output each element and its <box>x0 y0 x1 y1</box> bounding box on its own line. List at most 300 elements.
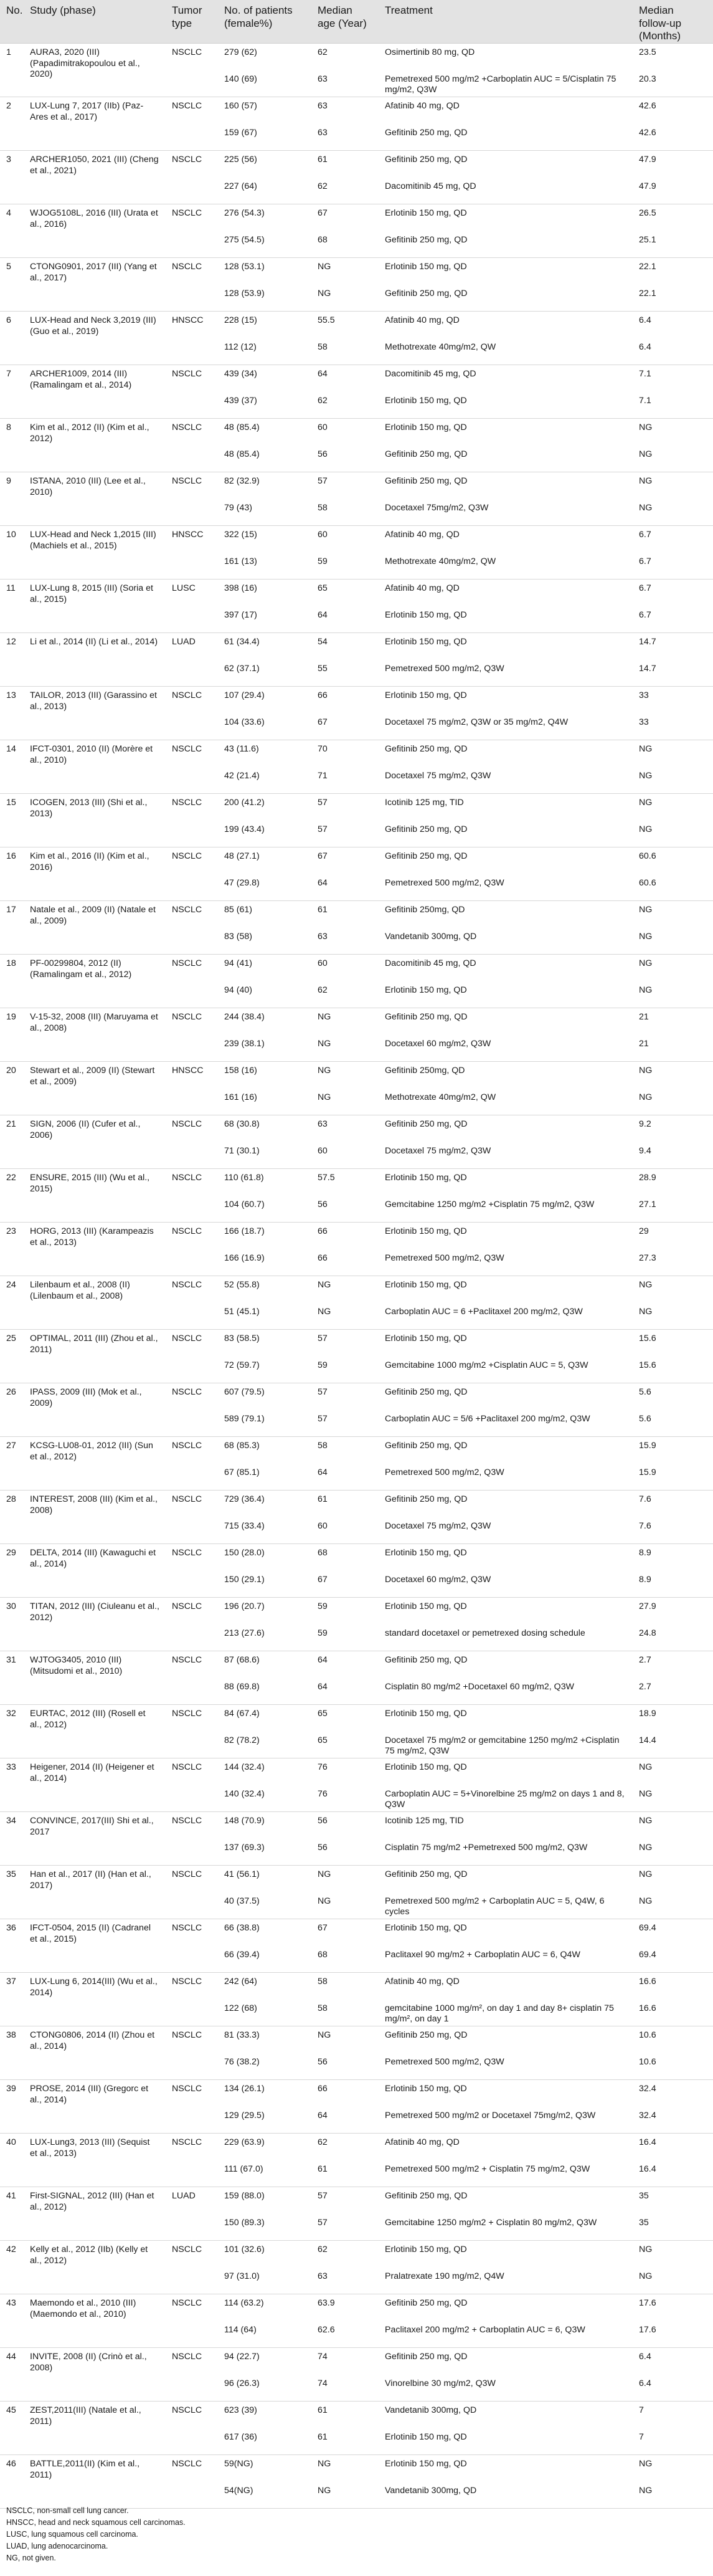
table-row <box>0 1812 713 1839</box>
header-treatment: Treatment <box>379 0 633 44</box>
table-row <box>0 1115 713 1142</box>
study-cell: AURA3, 2020 (III) (Papadimitrakopoulou et al., 2020) <box>24 44 166 97</box>
patients-cell: 140 (69) <box>218 70 311 97</box>
median-age-cell: NG <box>311 1892 379 1919</box>
tumor-type-cell: NSCLC <box>166 1812 218 1866</box>
table-row <box>0 2241 713 2268</box>
table-row <box>0 1223 713 1249</box>
tumor-type-cell: NSCLC <box>166 2026 218 2080</box>
footnote: NSCLC, non-small cell lung cancer. <box>6 2506 129 2515</box>
follow-up-cell: 47.9 <box>633 178 713 204</box>
follow-up-cell: 35 <box>633 2214 713 2241</box>
patients-cell: 244 (38.4) <box>224 1012 265 1023</box>
study-cell: OPTIMAL, 2011 (III) (Zhou et al., 2011) <box>24 1330 166 1383</box>
treatment-cell: Gefitinib 250 mg, QD <box>385 2352 468 2362</box>
patients-cell: 397 (17) <box>218 606 311 633</box>
patients-cell: 83 (58) <box>218 928 311 955</box>
treatment-cell: Paclitaxel 90 mg/m2 + Carboplatin AUC = 6, Q4W <box>379 1946 633 1973</box>
table-row <box>0 2187 713 2214</box>
patients-cell: 140 (32.4) <box>218 1785 311 1812</box>
table-row <box>0 1330 713 1357</box>
treatment-cell: Afatinib 40 mg, QD <box>385 2137 460 2148</box>
follow-up-cell: 16.4 <box>639 2137 656 2148</box>
patients-cell: 104 (60.7) <box>218 1196 311 1223</box>
patients-cell: 112 (12) <box>218 338 311 365</box>
treatment-cell: Gefitinib 250 mg, QD <box>385 1441 468 1451</box>
median-age-cell: 60 <box>318 530 328 540</box>
table-row <box>0 955 713 981</box>
patients-cell: 715 (33.4) <box>218 1517 311 1544</box>
row-number: 14 <box>0 740 24 794</box>
treatment-cell: Gemcitabine 1250 mg/m2 + Cisplatin 80 mg/m2, Q3W <box>379 2214 633 2241</box>
patients-cell: 589 (79.1) <box>218 1410 311 1437</box>
patients-cell: 161 (13) <box>218 553 311 580</box>
treatment-cell: Erlotinib 150 mg, QD <box>385 1280 467 1290</box>
tumor-type-cell: NSCLC <box>166 1115 218 1169</box>
patients-cell: 128 (53.1) <box>224 262 265 272</box>
median-age-cell: 65 <box>311 1732 379 1758</box>
median-age-cell: 63 <box>318 1119 328 1130</box>
patients-cell: 68 (85.3) <box>224 1441 260 1451</box>
study-cell: Kelly et al., 2012 (IIb) (Kelly et al., 2012) <box>24 2241 166 2294</box>
follow-up-cell: 6.7 <box>633 606 713 633</box>
table-row <box>0 204 713 231</box>
study-cell: LUX-Head and Neck 1,2015 (III) (Machiels et al., 2015) <box>24 526 166 580</box>
follow-up-cell: 60.6 <box>633 874 713 901</box>
study-cell: ICOGEN, 2013 (III) (Shi et al., 2013) <box>24 794 166 847</box>
study-cell: LUX-Lung3, 2013 (III) (Sequist et al., 2013) <box>24 2134 166 2187</box>
row-number: 8 <box>0 419 24 472</box>
tumor-type-cell: NSCLC <box>166 2134 218 2187</box>
median-age-cell: 58 <box>311 2000 379 2026</box>
patients-cell: 150 (29.1) <box>218 1571 311 1598</box>
median-age-cell: 61 <box>311 2428 379 2455</box>
treatment-cell: Docetaxel 75mg/m2, Q3W <box>379 499 633 526</box>
study-cell: Natale et al., 2009 (II) (Natale et al., 2009) <box>24 901 166 955</box>
median-age-cell: 64 <box>318 1655 328 1666</box>
median-age-cell: 62 <box>311 981 379 1008</box>
patients-cell: 114 (64) <box>218 2321 311 2348</box>
header-study: Study (phase) <box>24 0 166 44</box>
row-number: 15 <box>0 794 24 847</box>
median-age-cell: 66 <box>318 2084 328 2094</box>
follow-up-cell: NG <box>639 1869 653 1880</box>
patients-cell: 242 (64) <box>224 1977 257 1987</box>
follow-up-cell: NG <box>633 821 713 847</box>
median-age-cell: NG <box>311 1089 379 1115</box>
median-age-cell: NG <box>311 1303 379 1330</box>
follow-up-cell: 42.6 <box>639 101 656 112</box>
patients-cell: 94 (40) <box>218 981 311 1008</box>
patients-cell: 128 (53.9) <box>218 285 311 312</box>
treatment-cell: Methotrexate 40mg/m2, QW <box>379 338 633 365</box>
study-cell: LUX-Lung 8, 2015 (III) (Soria et al., 2015) <box>24 580 166 633</box>
table-row <box>0 1008 713 1035</box>
median-age-cell: 64 <box>311 874 379 901</box>
follow-up-cell: NG <box>633 1839 713 1866</box>
row-number: 18 <box>0 955 24 1008</box>
median-age-cell: 60 <box>318 958 328 969</box>
median-age-cell: 57.5 <box>318 1173 335 1183</box>
patients-cell: 159 (88.0) <box>224 2191 265 2202</box>
follow-up-cell: 27.1 <box>633 1196 713 1223</box>
treatment-cell: Docetaxel 60 mg/m2, Q3W <box>379 1035 633 1062</box>
follow-up-cell: 15.9 <box>639 1441 656 1451</box>
tumor-type-cell: NSCLC <box>166 258 218 312</box>
treatment-cell: Erlotinib 150 mg, QD <box>385 208 467 219</box>
table-row <box>0 2348 713 2375</box>
follow-up-cell: NG <box>639 1066 653 1076</box>
follow-up-cell: 6.7 <box>633 553 713 580</box>
follow-up-cell: 32.4 <box>633 2107 713 2134</box>
follow-up-cell: NG <box>639 422 653 433</box>
treatment-cell: Docetaxel 60 mg/m2, Q3W <box>379 1571 633 1598</box>
study-cell: ISTANA, 2010 (III) (Lee et al., 2010) <box>24 472 166 526</box>
median-age-cell: 57 <box>311 1410 379 1437</box>
study-cell: Lilenbaum et al., 2008 (II) (Lilenbaum et al., 2008) <box>24 1276 166 1330</box>
treatment-cell: Gefitinib 250 mg, QD <box>385 1869 468 1880</box>
patients-cell: 213 (27.6) <box>218 1624 311 1651</box>
median-age-cell: NG <box>318 2030 331 2041</box>
tumor-type-cell: LUAD <box>166 2187 218 2241</box>
patients-cell: 42 (21.4) <box>218 767 311 794</box>
row-number: 37 <box>0 1973 24 2026</box>
study-cell: Li et al., 2014 (II) (Li et al., 2014) <box>24 633 166 687</box>
follow-up-cell: 47.9 <box>639 155 656 165</box>
row-number: 30 <box>0 1598 24 1651</box>
treatment-cell: Vandetanib 300mg, QD <box>379 928 633 955</box>
footnote: LUAD, lung adenocarcinoma. <box>6 2542 108 2550</box>
follow-up-cell: 9.2 <box>639 1119 651 1130</box>
median-age-cell: 68 <box>311 1946 379 1973</box>
follow-up-cell: NG <box>633 446 713 472</box>
study-cell: ARCHER1050, 2021 (III) (Cheng et al., 2021) <box>24 151 166 204</box>
patients-cell: 48 (85.4) <box>224 422 260 433</box>
median-age-cell: 67 <box>311 1571 379 1598</box>
treatment-cell: Erlotinib 150 mg, QD <box>385 1333 467 1344</box>
study-cell: IFCT-0301, 2010 (II) (Morère et al., 2010) <box>24 740 166 794</box>
follow-up-cell: 5.6 <box>639 1387 651 1398</box>
row-number: 3 <box>0 151 24 204</box>
treatment-cell: Erlotinib 150 mg, QD <box>385 1923 467 1934</box>
patients-cell: 129 (29.5) <box>218 2107 311 2134</box>
median-age-cell: 59 <box>318 1601 328 1612</box>
median-age-cell: 59 <box>311 1357 379 1383</box>
tumor-type-cell: HNSCC <box>166 526 218 580</box>
treatment-cell: Erlotinib 150 mg, QD <box>385 262 467 272</box>
median-age-cell: NG <box>318 1012 331 1023</box>
treatment-cell: Docetaxel 75 mg/m2, Q3W or 35 mg/m2, Q4W <box>379 713 633 740</box>
median-age-cell: 67 <box>318 1923 328 1934</box>
table-row <box>0 580 713 606</box>
footnote: HNSCC, head and neck squamous cell carcinomas. <box>6 2518 186 2527</box>
median-age-cell: 57 <box>318 798 328 808</box>
median-age-cell: 56 <box>318 1816 328 1826</box>
table-row <box>0 258 713 285</box>
follow-up-cell: 60.6 <box>639 851 656 862</box>
tumor-type-cell: NSCLC <box>166 687 218 740</box>
treatment-cell: Gefitinib 250 mg, QD <box>385 476 468 487</box>
tumor-type-cell: NSCLC <box>166 1598 218 1651</box>
treatment-cell: Gefitinib 250 mg, QD <box>385 1655 468 1666</box>
row-number: 20 <box>0 1062 24 1115</box>
follow-up-cell: 23.5 <box>639 47 656 58</box>
header-row <box>0 0 713 44</box>
treatment-cell: Carboplatin AUC = 6 +Paclitaxel 200 mg/m2, Q3W <box>379 1303 633 1330</box>
tumor-type-cell: NSCLC <box>166 1651 218 1705</box>
follow-up-cell: NG <box>639 1762 653 1773</box>
row-number: 29 <box>0 1544 24 1598</box>
study-cell: DELTA, 2014 (III) (Kawaguchi et al., 2014) <box>24 1544 166 1598</box>
study-cell: TAILOR, 2013 (III) (Garassino et al., 2013) <box>24 687 166 740</box>
patients-cell: 122 (68) <box>218 2000 311 2026</box>
treatment-cell: Gefitinib 250 mg, QD <box>379 285 633 312</box>
median-age-cell: NG <box>311 2482 379 2509</box>
tumor-type-cell: NSCLC <box>166 1973 218 2026</box>
study-cell: ENSURE, 2015 (III) (Wu et al., 2015) <box>24 1169 166 1223</box>
median-age-cell: 63 <box>311 928 379 955</box>
patients-cell: 322 (15) <box>224 530 257 540</box>
treatment-cell: Erlotinib 150 mg, QD <box>385 422 467 433</box>
row-number: 24 <box>0 1276 24 1330</box>
treatment-cell: Erlotinib 150 mg, QD <box>385 690 467 701</box>
study-cell: TITAN, 2012 (III) (Ciuleanu et al., 2012) <box>24 1598 166 1651</box>
median-age-cell: 67 <box>318 208 328 219</box>
patients-cell: 97 (31.0) <box>218 2268 311 2294</box>
median-age-cell: 58 <box>318 1977 328 1987</box>
study-cell: Maemondo et al., 2010 (III) (Maemondo et al., 2010) <box>24 2294 166 2348</box>
row-number: 42 <box>0 2241 24 2294</box>
row-number: 10 <box>0 526 24 580</box>
tumor-type-cell: NSCLC <box>166 419 218 472</box>
follow-up-cell: NG <box>639 744 653 755</box>
treatment-cell: Afatinib 40 mg, QD <box>385 101 460 112</box>
median-age-cell: 63.9 <box>318 2298 335 2309</box>
treatment-cell: Gefitinib 250 mg, QD <box>385 2298 468 2309</box>
follow-up-cell: NG <box>639 1280 653 1290</box>
follow-up-cell: 29 <box>639 1226 649 1237</box>
follow-up-cell: 22.1 <box>639 262 656 272</box>
treatment-cell: Docetaxel 75 mg/m2, Q3W <box>379 1517 633 1544</box>
median-age-cell: 64 <box>311 2107 379 2134</box>
study-cell: Kim et al., 2012 (II) (Kim et al., 2012) <box>24 419 166 472</box>
study-cell: Kim et al., 2016 (II) (Kim et al., 2016) <box>24 847 166 901</box>
median-age-cell: 67 <box>311 713 379 740</box>
follow-up-cell: 10.6 <box>639 2030 656 2041</box>
table-row <box>0 1544 713 1571</box>
follow-up-cell: 16.6 <box>639 1977 656 1987</box>
table-header <box>0 0 713 44</box>
row-number: 7 <box>0 365 24 419</box>
table-body <box>0 44 713 2509</box>
treatment-cell: Erlotinib 150 mg, QD <box>385 1762 467 1773</box>
follow-up-cell: 20.3 <box>633 70 713 97</box>
follow-up-cell: NG <box>639 1816 653 1826</box>
patients-cell: 67 (85.1) <box>218 1464 311 1491</box>
treatment-cell: Methotrexate 40mg/m2, QW <box>379 1089 633 1115</box>
treatment-cell: Pemetrexed 500 mg/m2 + Cisplatin 75 mg/m2, Q3W <box>379 2160 633 2187</box>
follow-up-cell: 6.7 <box>639 530 651 540</box>
median-age-cell: 62.6 <box>311 2321 379 2348</box>
patients-cell: 104 (33.6) <box>218 713 311 740</box>
table-row <box>0 1383 713 1410</box>
follow-up-cell: 15.9 <box>633 1464 713 1491</box>
follow-up-cell: 18.9 <box>639 1709 656 1719</box>
patients-cell: 150 (89.3) <box>218 2214 311 2241</box>
table-row <box>0 1062 713 1089</box>
median-age-cell: 62 <box>318 2137 328 2148</box>
row-number: 34 <box>0 1812 24 1866</box>
treatment-cell: Icotinib 125 mg, TID <box>385 798 464 808</box>
follow-up-cell: NG <box>633 928 713 955</box>
follow-up-cell: NG <box>633 2268 713 2294</box>
patients-cell: 76 (38.2) <box>218 2053 311 2080</box>
median-age-cell: 55 <box>311 660 379 687</box>
patients-cell: 228 (15) <box>224 315 257 326</box>
patients-cell: 276 (54.3) <box>224 208 265 219</box>
study-cell: HORG, 2013 (III) (Karampeazis et al., 2013) <box>24 1223 166 1276</box>
median-age-cell: 61 <box>311 2160 379 2187</box>
median-age-cell: NG <box>318 262 331 272</box>
follow-up-cell: 7.6 <box>633 1517 713 1544</box>
patients-cell: 729 (36.4) <box>224 1494 265 1505</box>
treatment-cell: Dacomitinib 45 mg, QD <box>379 178 633 204</box>
study-cell: SIGN, 2006 (II) (Cufer et al., 2006) <box>24 1115 166 1169</box>
median-age-cell: NG <box>318 1869 331 1880</box>
row-number: 32 <box>0 1705 24 1758</box>
patients-cell: 137 (69.3) <box>218 1839 311 1866</box>
row-number: 22 <box>0 1169 24 1223</box>
follow-up-cell: 33 <box>633 713 713 740</box>
tumor-type-cell: NSCLC <box>166 1169 218 1223</box>
study-cell: LUX-Lung 7, 2017 (IIb) (Paz-Ares et al., 2017) <box>24 97 166 151</box>
patients-cell: 279 (62) <box>224 47 257 58</box>
treatment-cell: Pralatrexate 190 mg/m2, Q4W <box>379 2268 633 2294</box>
median-age-cell: 60 <box>311 1517 379 1544</box>
follow-up-cell: 2.7 <box>639 1655 651 1666</box>
treatment-cell: Gefitinib 250 mg, QD <box>379 446 633 472</box>
patients-cell: 111 (67.0) <box>218 2160 311 2187</box>
tumor-type-cell: NSCLC <box>166 740 218 794</box>
treatment-cell: Erlotinib 150 mg, QD <box>385 2084 467 2094</box>
treatment-cell: Pemetrexed 500 mg/m2, Q3W <box>379 2053 633 2080</box>
patients-cell: 72 (59.7) <box>218 1357 311 1383</box>
follow-up-cell: 2.7 <box>633 1678 713 1705</box>
treatment-cell: gemcitabine 1000 mg/m², on day 1 and day 8+ cisplatin 75 mg/m², on day 1 <box>379 2000 633 2026</box>
treatment-cell: Pemetrexed 500 mg/m2 or Docetaxel 75mg/m2, Q3W <box>379 2107 633 2134</box>
tumor-type-cell: NSCLC <box>166 204 218 258</box>
follow-up-cell: 69.4 <box>639 1923 656 1934</box>
tumor-type-cell: LUSC <box>166 580 218 633</box>
treatment-cell: Pemetrexed 500 mg/m2, Q3W <box>379 660 633 687</box>
treatment-cell: Pemetrexed 500 mg/m2, Q3W <box>379 874 633 901</box>
table-row <box>0 1598 713 1624</box>
patients-cell: 88 (69.8) <box>218 1678 311 1705</box>
study-cell: Han et al., 2017 (II) (Han et al., 2017) <box>24 1866 166 1919</box>
median-age-cell: 64 <box>311 1464 379 1491</box>
treatment-cell: Gemcitabine 1000 mg/m2 +Cisplatin AUC = 5, Q3W <box>379 1357 633 1383</box>
median-age-cell: 56 <box>311 2053 379 2080</box>
study-cell: ZEST,2011(III) (Natale et al., 2011) <box>24 2402 166 2455</box>
patients-cell: 398 (16) <box>224 583 257 594</box>
patients-cell: 110 (61.8) <box>224 1173 264 1183</box>
median-age-cell: 62 <box>311 392 379 419</box>
follow-up-cell: 22.1 <box>633 285 713 312</box>
patients-cell: 148 (70.9) <box>224 1816 265 1826</box>
follow-up-cell: NG <box>639 905 653 915</box>
median-age-cell: 64 <box>318 369 328 379</box>
patients-cell: 85 (61) <box>224 905 252 915</box>
median-age-cell: 61 <box>318 155 328 165</box>
follow-up-cell: NG <box>639 2244 653 2255</box>
tumor-type-cell: NSCLC <box>166 955 218 1008</box>
tumor-type-cell: NSCLC <box>166 1437 218 1491</box>
patients-cell: 94 (22.7) <box>224 2352 260 2362</box>
treatment-cell: Docetaxel 75 mg/m2, Q3W <box>379 767 633 794</box>
follow-up-cell: NG <box>633 981 713 1008</box>
treatment-cell: Vandetanib 300mg, QD <box>385 2405 477 2416</box>
patients-cell: 51 (45.1) <box>218 1303 311 1330</box>
follow-up-cell: 14.7 <box>639 637 656 647</box>
follow-up-cell: 6.4 <box>633 338 713 365</box>
median-age-cell: 56 <box>311 1196 379 1223</box>
median-age-cell: 63 <box>318 101 328 112</box>
follow-up-cell: 7.6 <box>639 1494 651 1505</box>
tumor-type-cell: NSCLC <box>166 1705 218 1758</box>
table-row <box>0 1705 713 1732</box>
treatment-cell: Erlotinib 150 mg, QD <box>385 1601 467 1612</box>
follow-up-cell: 26.5 <box>639 208 656 219</box>
median-age-cell: NG <box>318 2459 331 2469</box>
treatment-cell: Afatinib 40 mg, QD <box>385 583 460 594</box>
follow-up-cell: 7.1 <box>633 392 713 419</box>
median-age-cell: NG <box>318 1280 331 1290</box>
row-number: 35 <box>0 1866 24 1919</box>
treatment-cell: Erlotinib 150 mg, QD <box>385 1548 467 1558</box>
treatment-cell: Erlotinib 150 mg, QD <box>385 1173 467 1183</box>
median-age-cell: 55.5 <box>318 315 335 326</box>
patients-cell: 200 (41.2) <box>224 798 265 808</box>
median-age-cell: NG <box>311 1035 379 1062</box>
median-age-cell: 58 <box>311 499 379 526</box>
treatment-cell: Dacomitinib 45 mg, QD <box>385 369 476 379</box>
tumor-type-cell: NSCLC <box>166 1008 218 1062</box>
treatment-cell: Cisplatin 80 mg/m2 +Docetaxel 60 mg/m2, Q3W <box>379 1678 633 1705</box>
study-cell: CTONG0806, 2014 (II) (Zhou et al., 2014) <box>24 2026 166 2080</box>
follow-up-cell: 35 <box>639 2191 649 2202</box>
median-age-cell: 68 <box>311 231 379 258</box>
patients-cell: 62 (37.1) <box>218 660 311 687</box>
row-number: 39 <box>0 2080 24 2134</box>
follow-up-cell: NG <box>633 1303 713 1330</box>
follow-up-cell: 17.6 <box>639 2298 656 2309</box>
treatment-cell: Erlotinib 150 mg, QD <box>379 981 633 1008</box>
follow-up-cell: 21 <box>633 1035 713 1062</box>
median-age-cell: 64 <box>311 606 379 633</box>
tumor-type-cell: NSCLC <box>166 151 218 204</box>
treatment-cell: Gefitinib 250 mg, QD <box>379 231 633 258</box>
follow-up-cell: 7 <box>639 2405 644 2416</box>
study-cell: LUX-Lung 6, 2014(III) (Wu et al., 2014) <box>24 1973 166 2026</box>
treatment-cell: Gefitinib 250 mg, QD <box>385 155 468 165</box>
study-cell: INVITE, 2008 (II) (Crinò et al., 2008) <box>24 2348 166 2402</box>
follow-up-cell: 21 <box>639 1012 649 1023</box>
row-number: 33 <box>0 1758 24 1812</box>
follow-up-cell: 42.6 <box>633 124 713 151</box>
treatment-cell: Gefitinib 250 mg, QD <box>379 124 633 151</box>
row-number: 36 <box>0 1919 24 1973</box>
treatment-cell: Afatinib 40 mg, QD <box>385 315 460 326</box>
